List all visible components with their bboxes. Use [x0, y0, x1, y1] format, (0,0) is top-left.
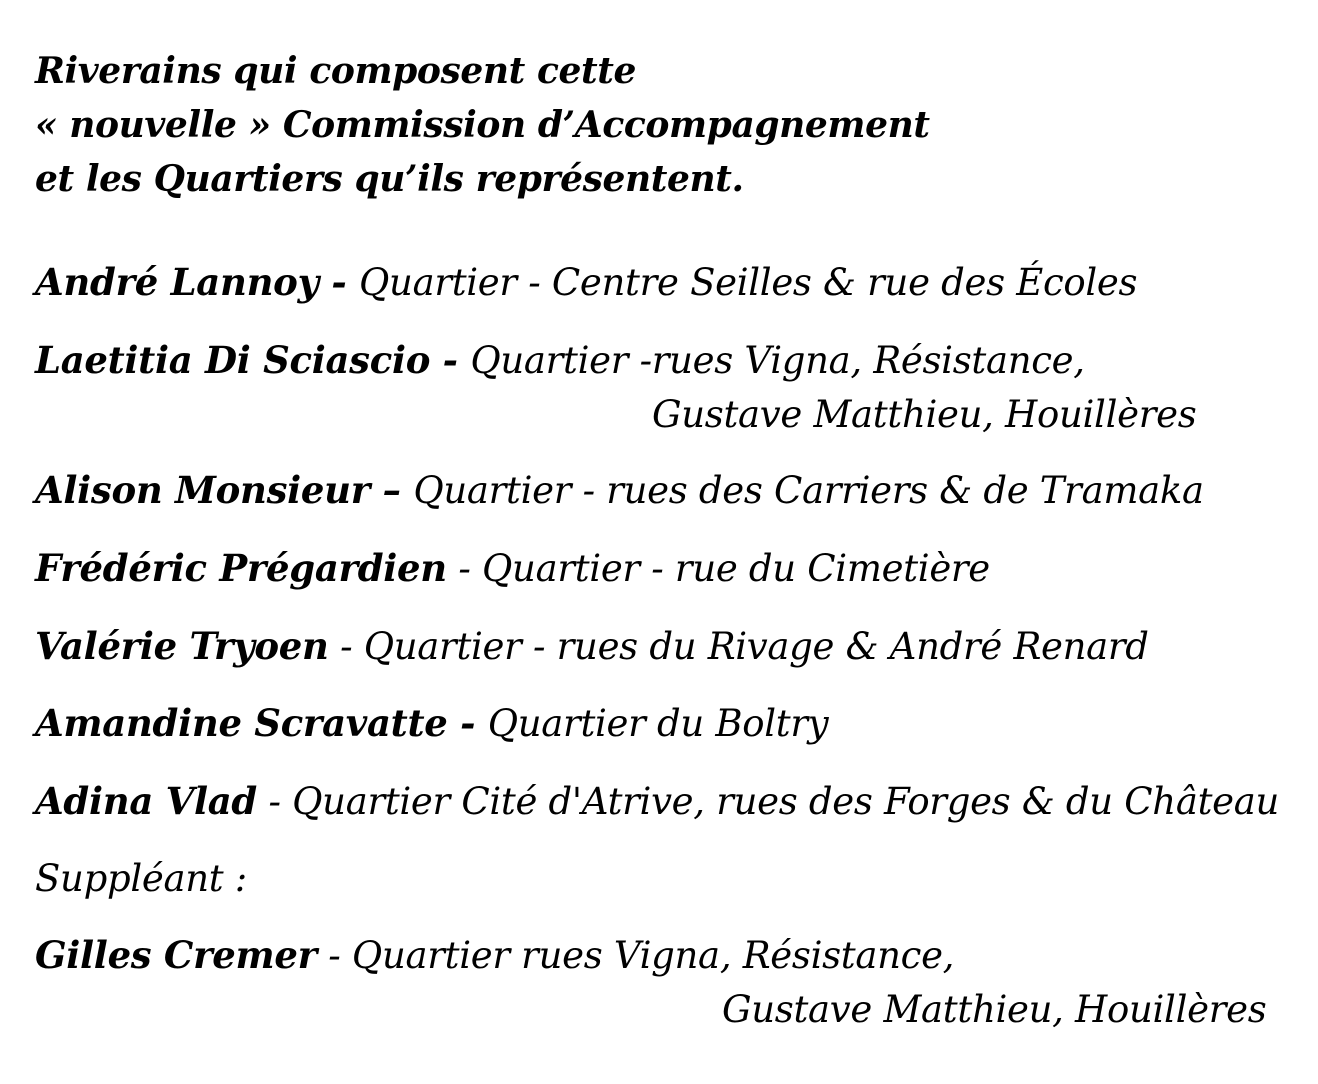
member-separator: - [430, 338, 471, 382]
member-entry [35, 260, 1137, 305]
member-name: Laetitia Di Sciascio [35, 338, 431, 382]
substitute-entry [35, 933, 954, 978]
member-name: Adina Vlad [35, 779, 257, 823]
member-quarter: Quartier - rues du Rivage & André Renard [363, 625, 1149, 668]
member-separator: – [369, 468, 414, 512]
substitute-quarter: Quartier rues Vigna, Résistance, [351, 934, 955, 977]
member-name: Alison Monsieur [35, 468, 370, 512]
member-separator: - [257, 780, 293, 823]
member-quarter: Quartier Cité d'Atrive, rues des Forges & du Château [292, 780, 1280, 823]
title-line-1: Riverains qui composent cette [35, 50, 637, 92]
member-quarter: Quartier -rues Vigna, Résistance, [470, 339, 1085, 382]
member-quarter: Quartier du Boltry [487, 702, 829, 745]
substitute-separator: - [316, 934, 352, 977]
member-entry [35, 624, 1149, 669]
substitute-quarter-continuation: Gustave Matthieu, Houillères [722, 988, 1267, 1031]
member-separator: - [447, 701, 488, 745]
member-entry [35, 701, 828, 746]
substitute-name: Gilles Cremer [35, 933, 317, 977]
title-line-2: « nouvelle » Commission d’Accompagnement [35, 104, 930, 146]
member-quarter: Quartier - rues des Carriers & de Tramaka [413, 469, 1204, 512]
member-name: Amandine Scravatte [35, 701, 448, 745]
member-entry [35, 546, 990, 591]
document-title [35, 44, 930, 206]
member-name: Frédéric Prégardien [35, 546, 447, 590]
member-entry [35, 338, 1085, 383]
member-name: André Lannoy [35, 260, 319, 304]
title-line-3: et les Quartiers qu’ils représentent. [35, 158, 744, 200]
member-quarter-continuation: Gustave Matthieu, Houillères [652, 393, 1197, 436]
member-entry [35, 779, 1279, 824]
member-separator: - [318, 260, 359, 304]
member-quarter: Quartier - Centre Seilles & rue des Écoles [359, 261, 1138, 304]
member-entry [35, 468, 1204, 513]
member-separator: - [328, 625, 364, 668]
substitute-label: Suppléant : [35, 857, 247, 900]
member-quarter: Quartier - rue du Cimetière [482, 547, 990, 590]
member-separator: - [446, 547, 483, 590]
member-name: Valérie Tryoen [35, 624, 329, 668]
